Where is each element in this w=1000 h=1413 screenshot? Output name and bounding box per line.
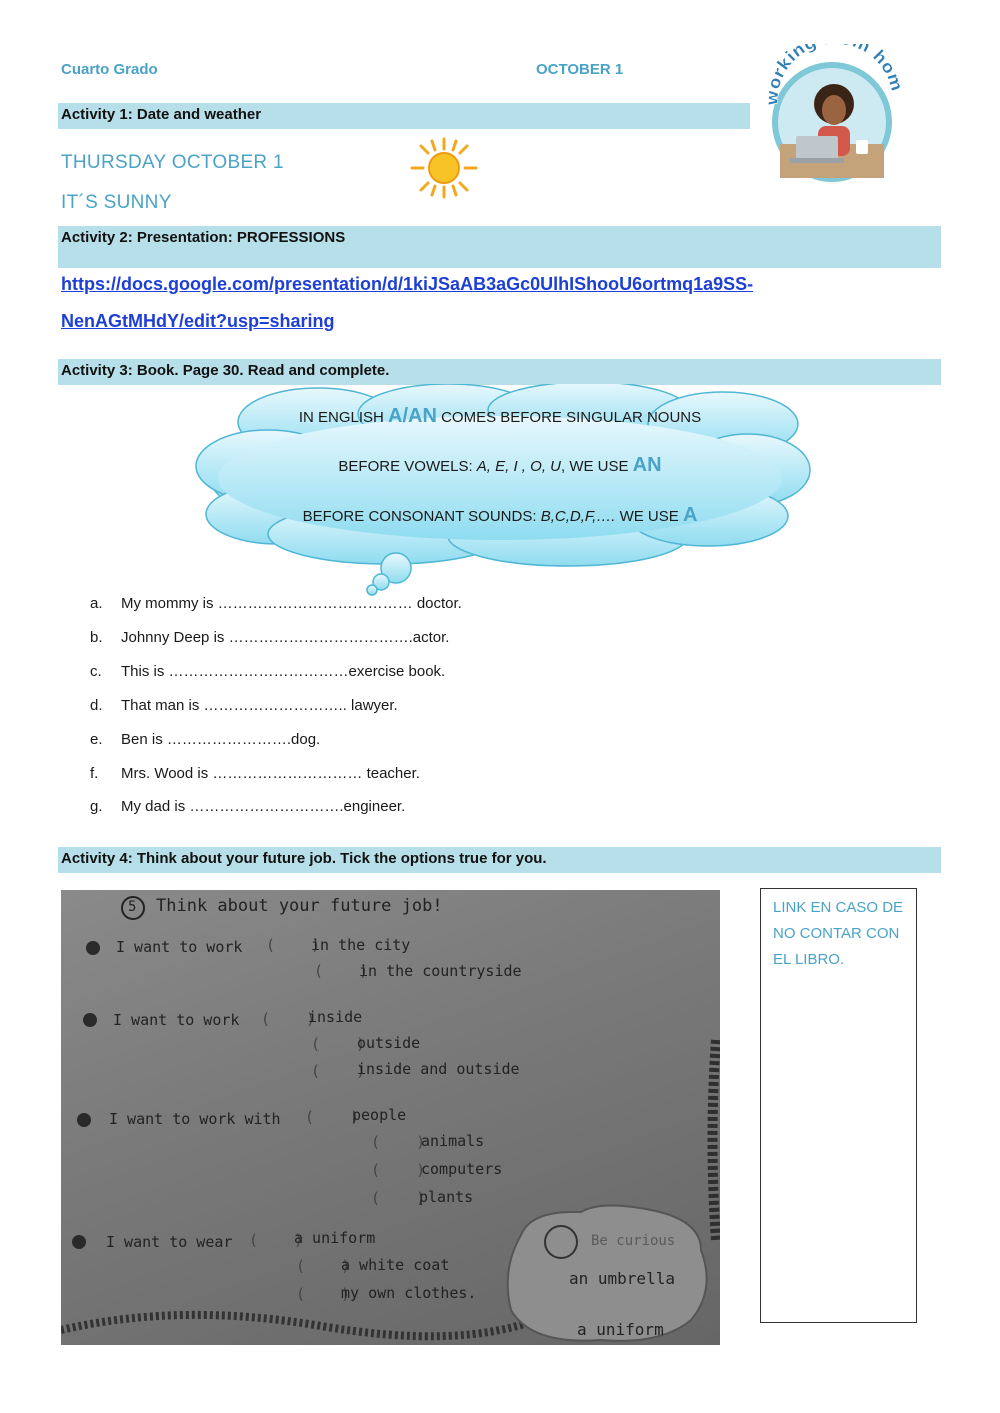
option: plants: [419, 1188, 474, 1206]
exercise-item: [90, 697, 398, 714]
day-line: THURSDAY OCTOBER 1: [61, 152, 284, 173]
checkbox[interactable]: ( ): [266, 936, 321, 954]
question1: I want to work: [116, 938, 243, 956]
working-from-home-badge: [760, 44, 902, 184]
option: in the city: [311, 936, 411, 954]
cloud-line2: [240, 454, 760, 477]
activity2-title: Activity 2: Presentation: PROFESSIONS: [61, 229, 346, 246]
question4: I want to wear: [106, 1233, 233, 1251]
item-letter: c.: [90, 663, 102, 680]
exercise-item: [90, 798, 405, 815]
date-label: OCTOBER 1: [536, 61, 624, 78]
option: a uniform: [294, 1229, 376, 1247]
exercise-item: [90, 731, 320, 748]
option: people: [352, 1106, 407, 1124]
option: animals: [421, 1132, 485, 1150]
item-text[interactable]: Johnny Deep is ……………………………….actor.: [121, 629, 450, 646]
cloud-line2-highlight: AN: [632, 454, 662, 476]
exercise-item: [90, 595, 462, 612]
link-box[interactable]: [760, 888, 917, 1323]
exercise-item: [90, 765, 420, 782]
item-text[interactable]: This is ………………………………exercise book.: [121, 663, 446, 680]
activity3-title: Activity 3: Book. Page 30. Read and complete.: [61, 362, 390, 379]
activity2-title-bar: [58, 226, 941, 268]
option: my own clothes.: [341, 1284, 477, 1302]
checkbox[interactable]: ( ): [261, 1010, 316, 1028]
exercise-item: [90, 629, 449, 646]
book-heading: Think about your future job!: [156, 896, 443, 916]
option: inside: [308, 1008, 363, 1026]
exercise-item: [90, 663, 445, 680]
cloud-line1-post: COMES BEFORE SINGULAR NOUNS: [436, 409, 702, 426]
item-letter: b.: [90, 629, 103, 646]
book-photo: [61, 890, 720, 1345]
presentation-link-line2[interactable]: NenAGtMHdY/edit?usp=sharing: [61, 311, 335, 331]
cloud-line2-post: , WE USE: [560, 458, 633, 475]
item-letter: f.: [90, 765, 99, 782]
cloud-line3-post: WE USE: [615, 508, 683, 525]
item-text[interactable]: My dad is ………………………….engineer.: [121, 798, 406, 815]
item-letter: g.: [90, 798, 103, 815]
cloud-line1: [240, 405, 760, 428]
activity1-title: Activity 1: Date and weather: [61, 106, 262, 123]
cloud-line3-pre: BEFORE CONSONANT SOUNDS:: [302, 508, 541, 525]
side-note: Be curious: [591, 1233, 676, 1249]
grade-label: Cuarto Grado: [61, 61, 158, 78]
item-letter: d.: [90, 697, 103, 714]
activity4-title: Activity 4: Think about your future job. Tick the options true for you.: [61, 850, 547, 867]
badge-text: workin m ho: [762, 44, 900, 107]
item-text[interactable]: Ben is …………………….dog.: [121, 731, 321, 748]
cloud-line2-pre: BEFORE VOWELS:: [338, 458, 477, 475]
activity1-title-bar: [58, 103, 750, 129]
checkbox[interactable]: ( ): [305, 1108, 360, 1126]
checkbox[interactable]: ( ): [371, 1133, 426, 1151]
cloud-line1-highlight: A/AN: [388, 405, 437, 427]
sun-icon: [408, 136, 480, 200]
checkbox[interactable]: ( ): [371, 1161, 426, 1179]
item-text[interactable]: My mommy is ………………………………… doctor.: [121, 595, 462, 612]
checkbox[interactable]: ( ): [371, 1189, 426, 1207]
option: inside and outside: [357, 1060, 520, 1078]
checkbox[interactable]: ( ): [296, 1257, 351, 1275]
link-box-text: LINK EN CASO DE NO CONTAR CON EL LIBRO.: [773, 899, 904, 968]
option: in the countryside: [359, 962, 522, 980]
cloud-line1-pre: IN ENGLISH: [298, 409, 389, 426]
checkbox[interactable]: ( ): [249, 1231, 304, 1249]
item-letter: a.: [90, 595, 103, 612]
option: outside: [357, 1034, 421, 1052]
cloud-line2-vowels: A, E, I , O, U: [476, 458, 561, 475]
presentation-link-line1[interactable]: https://docs.google.com/presentation/d/1kiJSaAB3aGc0UlhIShooU6ortmq1a9SS-: [61, 274, 754, 294]
weather-line: IT´S SUNNY: [61, 192, 172, 213]
option: a white coat: [341, 1256, 450, 1274]
item-text[interactable]: That man is ……………………….. lawyer.: [121, 697, 398, 714]
question3: I want to work with: [109, 1110, 281, 1128]
checkbox[interactable]: ( ): [314, 962, 369, 980]
item-letter: e.: [90, 731, 103, 748]
activity3-title-bar: [58, 359, 941, 385]
question2: I want to work: [113, 1011, 240, 1029]
cloud-line3-highlight: A: [682, 504, 698, 526]
activity4-title-bar: [58, 847, 941, 873]
checkbox[interactable]: ( ): [311, 1035, 366, 1053]
option: computers: [421, 1160, 503, 1178]
item-text[interactable]: Mrs. Wood is ………………………… teacher.: [121, 765, 420, 782]
book-heading-number: 5: [128, 899, 137, 915]
side-item: an umbrella: [569, 1269, 675, 1288]
checkbox[interactable]: ( ): [296, 1285, 351, 1303]
cloud-line3: [240, 504, 760, 527]
cloud-line3-consonants: B,C,D,F,….: [540, 508, 616, 525]
side-item: a uniform: [577, 1320, 664, 1339]
checkbox[interactable]: ( ): [311, 1062, 366, 1080]
